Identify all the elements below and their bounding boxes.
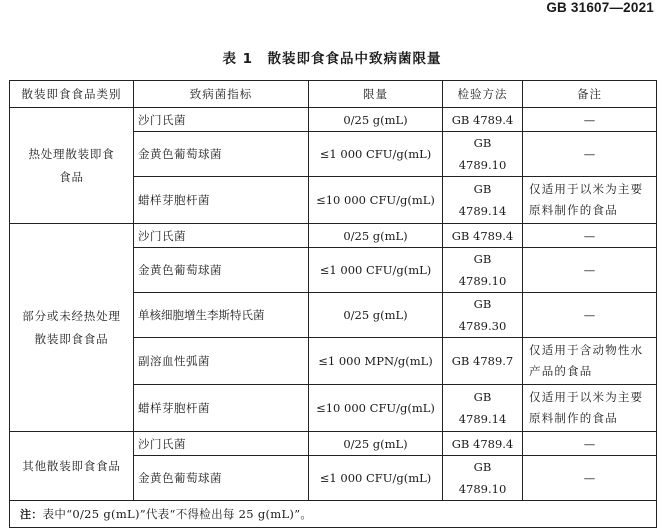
pathogen-limits-table — [9, 80, 657, 528]
column-header-limit: 限量 — [309, 81, 443, 108]
pathogen-cell: 金黄色葡萄球菌 — [134, 456, 309, 501]
category-cell: 其他散装即食食品 — [10, 432, 134, 501]
method-cell: GB 4789.7 — [443, 338, 523, 385]
note-cell: — — [523, 432, 657, 456]
footnote-label: 注： — [20, 507, 43, 521]
standard-code: GB 31607—2021 — [546, 0, 654, 15]
table-header-row — [10, 81, 657, 108]
method-cell: GB 4789.14 — [443, 177, 523, 224]
method-cell: GB 4789.4 — [443, 224, 523, 248]
note-cell: — — [523, 132, 657, 177]
limit-cell: ≤10 000 CFU/g(mL) — [309, 177, 443, 224]
footnote-row — [10, 501, 657, 528]
note-cell: — — [523, 293, 657, 338]
method-cell: GB 4789.4 — [443, 432, 523, 456]
note-cell: 仅适用于含动物性水产品的食品 — [523, 338, 657, 385]
pathogen-cell: 副溶血性弧菌 — [134, 338, 309, 385]
column-header-category: 散装即食食品类别 — [10, 81, 134, 108]
table-row — [10, 432, 657, 456]
limit-cell: 0/25 g(mL) — [309, 432, 443, 456]
note-cell: — — [523, 224, 657, 248]
note-cell: — — [523, 248, 657, 293]
method-cell: GB 4789.10 — [443, 132, 523, 177]
note-cell: — — [523, 456, 657, 501]
limit-cell: ≤10 000 CFU/g(mL) — [309, 385, 443, 432]
column-header-note: 备注 — [523, 81, 657, 108]
category-cell: 部分或未经热处理散装即食食品 — [10, 224, 134, 432]
table-row — [10, 108, 657, 132]
note-cell: — — [523, 108, 657, 132]
table-footnote — [10, 501, 657, 528]
pathogen-cell: 单核细胞增生李斯特氏菌 — [134, 293, 309, 338]
method-cell: GB 4789.4 — [443, 108, 523, 132]
limit-cell: 0/25 g(mL) — [309, 224, 443, 248]
pathogen-cell: 蜡样芽胞杆菌 — [134, 385, 309, 432]
pathogen-cell: 沙门氏菌 — [134, 224, 309, 248]
limit-cell: 0/25 g(mL) — [309, 108, 443, 132]
pathogen-cell: 沙门氏菌 — [134, 432, 309, 456]
footnote-text: 表中“0/25 g(mL)”代表“不得检出每 25 g(mL)”。 — [42, 506, 313, 521]
pathogen-cell: 蜡样芽胞杆菌 — [134, 177, 309, 224]
column-header-method: 检验方法 — [443, 81, 523, 108]
limit-cell: ≤1 000 CFU/g(mL) — [309, 456, 443, 501]
method-cell: GB 4789.10 — [443, 456, 523, 501]
category-cell: 热处理散装即食食品 — [10, 108, 134, 224]
table-row — [10, 224, 657, 248]
note-cell: 仅适用于以米为主要原料制作的食品 — [523, 177, 657, 224]
pathogen-cell: 沙门氏菌 — [134, 108, 309, 132]
limit-cell: 0/25 g(mL) — [309, 293, 443, 338]
method-cell: GB 4789.10 — [443, 248, 523, 293]
method-cell: GB 4789.30 — [443, 293, 523, 338]
limit-cell: ≤1 000 MPN/g(mL) — [309, 338, 443, 385]
limit-cell: ≤1 000 CFU/g(mL) — [309, 248, 443, 293]
pathogen-cell: 金黄色葡萄球菌 — [134, 132, 309, 177]
limit-cell: ≤1 000 CFU/g(mL) — [309, 132, 443, 177]
method-cell: GB 4789.14 — [443, 385, 523, 432]
note-cell: 仅适用于以米为主要原料制作的食品 — [523, 385, 657, 432]
table-title: 表 1 散装即食食品中致病菌限量 — [222, 51, 442, 67]
column-header-pathogen: 致病菌指标 — [134, 81, 309, 108]
pathogen-cell: 金黄色葡萄球菌 — [134, 248, 309, 293]
